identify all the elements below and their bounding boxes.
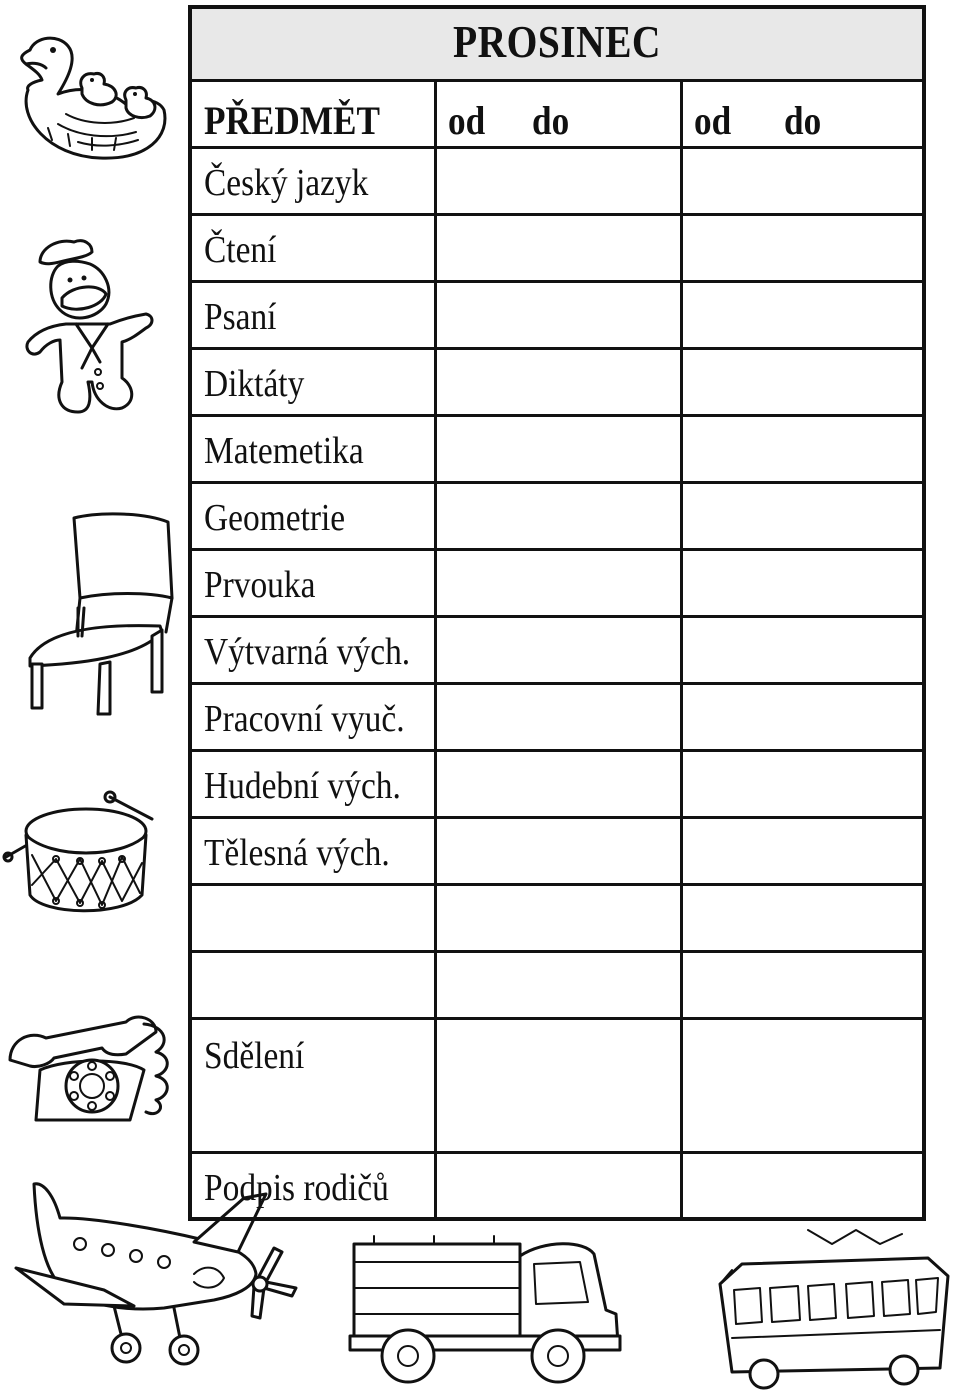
subject-label: Psaní: [204, 296, 277, 338]
row-divider: [192, 548, 922, 551]
header-from-1: od: [448, 98, 486, 143]
row-divider: [192, 347, 922, 350]
subject-label: Pracovní vyuč.: [204, 698, 405, 740]
signature-label: Podpis rodičů: [204, 1167, 389, 1209]
row-divider: [192, 481, 922, 484]
tram-icon: [712, 1226, 956, 1392]
row-divider: [192, 749, 922, 752]
row-divider: [192, 615, 922, 618]
subject-label: Prvouka: [204, 564, 316, 606]
subject-label: Čtení: [204, 229, 277, 271]
subject-label: Diktáty: [204, 363, 305, 405]
row-divider: [192, 1017, 922, 1020]
telephone-icon: [6, 1000, 178, 1128]
row-divider: [192, 682, 922, 685]
subject-label: Hudební vých.: [204, 765, 401, 807]
column-divider: [434, 79, 437, 1217]
header-to-2: do: [784, 98, 822, 143]
subject-label: Matemetika: [204, 430, 364, 472]
row-divider: [192, 816, 922, 819]
row-divider: [192, 79, 922, 82]
timetable: [188, 5, 926, 1221]
drum-icon: [2, 785, 162, 921]
page-title: PROSINEC: [453, 16, 661, 67]
duck-icon: [8, 28, 176, 166]
row-divider: [192, 414, 922, 417]
sailor-duck-icon: [18, 232, 160, 428]
truck-icon: [344, 1232, 632, 1392]
row-divider: [192, 1151, 922, 1154]
notes-label: Sdělení: [204, 1035, 305, 1077]
row-divider: [192, 213, 922, 216]
subject-label: Tělesná vých.: [204, 832, 390, 874]
subject-label: Geometrie: [204, 497, 346, 539]
header-to-1: do: [532, 98, 570, 143]
row-divider: [192, 146, 922, 149]
row-divider: [192, 883, 922, 886]
row-divider: [192, 950, 922, 953]
subject-label: Výtvarná vých.: [204, 631, 411, 673]
chair-icon: [18, 508, 182, 720]
column-divider: [680, 79, 683, 1217]
subject-label: Český jazyk: [204, 162, 369, 204]
header-subject: PŘEDMĚT: [204, 98, 380, 143]
header-from-2: od: [694, 98, 732, 143]
row-divider: [192, 280, 922, 283]
